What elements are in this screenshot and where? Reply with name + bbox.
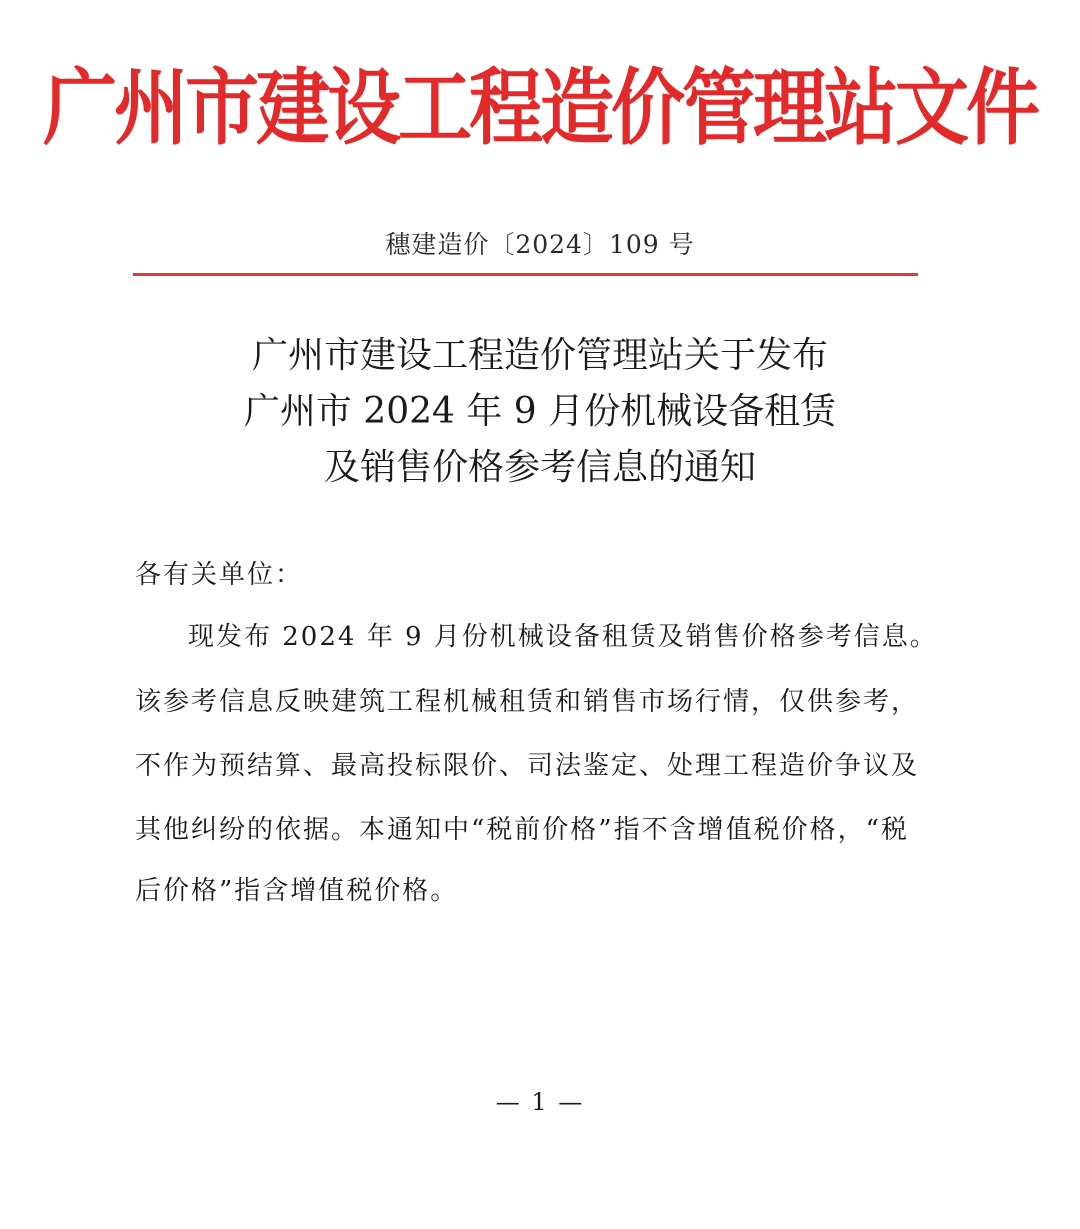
title-line-3: 及销售价格参考信息的通知 <box>323 447 756 488</box>
body-line-2: 该参考信息反映建筑工程机械租赁和销售市场行情，仅供参考， <box>135 687 920 717</box>
title-line-2: 广州市 2024 年 9 月份机械设备租赁 <box>243 391 837 432</box>
issuer-banner: 广州市建设工程造价管理站文件 <box>43 60 1037 157</box>
title-line-1: 广州市建设工程造价管理站关于发布 <box>251 335 828 376</box>
red-divider-line <box>133 273 918 276</box>
page-number: — 1 — <box>495 1088 585 1116</box>
body-line-5: 后价格”指含增值税价格。 <box>135 876 459 906</box>
notice-title <box>0 328 1080 496</box>
body-line-1: 现发布 2024 年 9 月份机械设备租赁及销售价格参考信息。 <box>188 622 938 652</box>
body-line-3: 不作为预结算、最高投标限价、司法鉴定、处理工程造价争议及 <box>135 751 920 781</box>
salutation: 各有关单位： <box>135 560 304 590</box>
body-line-4: 其他纠纷的依据。本通知中“税前价格”指不含增值税价格，“税 <box>135 815 909 845</box>
document-number: 穗建造价〔2024〕109 号 <box>385 230 695 259</box>
